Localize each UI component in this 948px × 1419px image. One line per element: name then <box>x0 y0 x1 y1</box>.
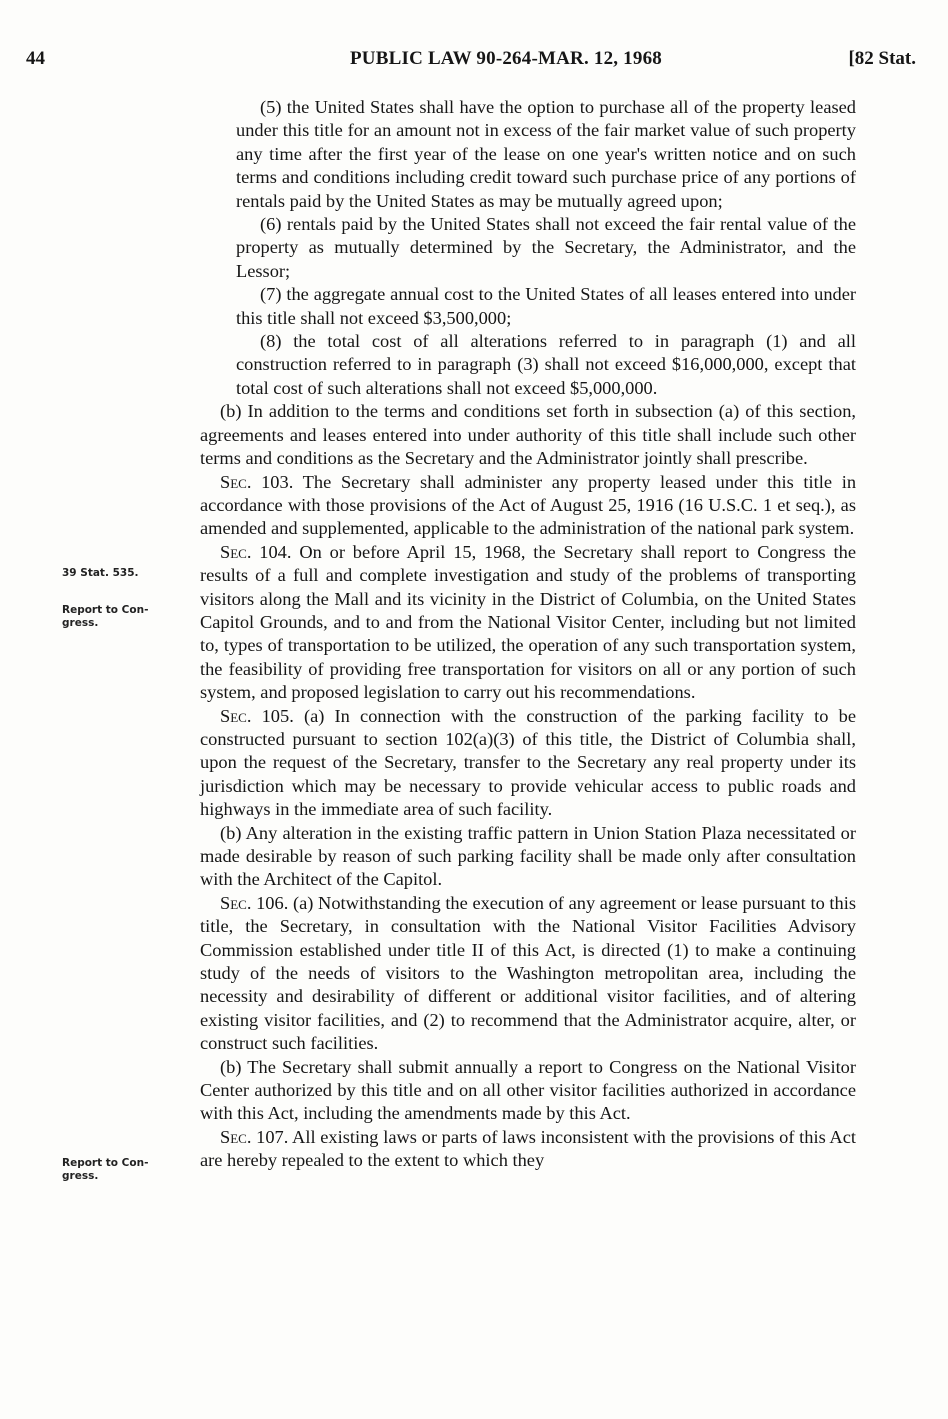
statute-volume: [82 Stat. <box>848 48 916 69</box>
section-text: (a) Notwithstanding the execution of any agreement or lease pursuant to this title, the Secretary, in consultation with the National Visitor Facilities Advisory Commission established under title II of this Act, is directed (1) to make a continuing study of the needs of visitors to the Washington metropolitan area, including the necessity and desirability of different or additional visitor facilities, and of altering existing visitor facilities, and (2) to recommend that the Administrator acquire, alter, or construct such facilities. <box>200 892 857 1054</box>
section-label: Sec. 107. <box>220 1126 289 1147</box>
page-header <box>26 48 916 78</box>
subsection-b-terms: (b) In addition to the terms and conditions set forth in subsection (a) of this section, agreements and leases entered into under authority of this title shall include such other terms and conditions as the Secretary and the Administrator jointly shall prescribe. <box>200 401 856 469</box>
section-label: Sec. 106. <box>220 892 289 913</box>
section-text: All existing laws or parts of laws inconsistent with the provisions of this Act are hereby repealed to the extent to which they <box>200 1126 856 1171</box>
section-106-subsection-b: (b) The Secretary shall submit annually a report to Congress on the National Visitor Center authorized by this title and on all other visitor facilities authorized in accordance with this Act, including the amendments made by this Act. <box>200 1056 856 1124</box>
section-105-subsection-b: (b) Any alteration in the existing traffic pattern in Union Station Plaza necessitated or made desirable by reason of such parking facility shall be made only after consultation with the Architect of the Capitol. <box>200 822 856 890</box>
page-number: 44 <box>26 48 45 69</box>
section-104 <box>200 541 856 705</box>
law-title: PUBLIC LAW 90-264-MAR. 12, 1968 <box>350 48 662 69</box>
section-105 <box>200 705 856 822</box>
section-text: The Secretary shall administer any property leased under this title in accordance with those provisions of the Act of August 25, 1916 (16 U.S.C. 1 et seq.), as amended and supplemented, applicable to the administration of the national park system. <box>200 471 857 539</box>
margin-note-report-to-congress: Report to Con-gress. <box>62 1157 149 1182</box>
section-103 <box>200 471 856 541</box>
section-label: Sec. 103. <box>220 471 294 492</box>
paragraph-5: (5) the United States shall have the option to purchase all of the property leased under this title for an amount not in excess of the fair market value of such property any time after the first year of the lease on one year's written notice and on such terms and conditions including credit toward such purchase price of any portions of rentals paid by the United States as may be mutually agreed upon; <box>236 97 856 211</box>
paragraph-7: (7) the aggregate annual cost to the United States of all leases entered into under this title shall not exceed $3,500,000; <box>236 284 856 328</box>
section-label: Sec. 105. <box>220 705 294 726</box>
margin-note-statute-citation: 39 Stat. 535. <box>62 567 139 579</box>
paragraph-8: (8) the total cost of all alterations referred to in paragraph (1) and all construction referred to in paragraph (3) shall not exceed $16,000,000, except that total cost of such alterations shall not exceed $5,000,000. <box>236 331 856 398</box>
section-label: Sec. 104. <box>220 541 292 562</box>
paragraph-6: (6) rentals paid by the United States shall not exceed the fair rental value of the property as mutually determined by the Secretary, the Administrator, and the Lessor; <box>236 214 856 281</box>
section-text: On or before April 15, 1968, the Secretary shall report to Congress the results of a full and complete investigation and study of the problems of transporting visitors along the Mall and its vicinity in the District of Columbia, on the United States Capitol Grounds, and to and from the National Visitor Center, including but not limited to, types of transportation to be utilized, the operation of any such transportation system, the feasibility of providing free transportation for visitors on all or any portion of such system, and proposed legislation to carry out his recommendations. <box>200 541 857 703</box>
section-106 <box>200 892 856 1056</box>
law-text-body <box>200 96 856 1173</box>
margin-note-report-to-congress: Report to Con-gress. <box>62 604 149 629</box>
section-107 <box>200 1126 856 1173</box>
section-text: (a) In connection with the construction of the parking facility to be constructed pursuant to section 102(a)(3) of this title, the District of Columbia shall, upon the request of the Secretary, transfer to the Secretary any real property under its jurisdiction which may be necessary to provide vehicular access to public roads and highways in the immediate area of such facility. <box>200 705 856 820</box>
